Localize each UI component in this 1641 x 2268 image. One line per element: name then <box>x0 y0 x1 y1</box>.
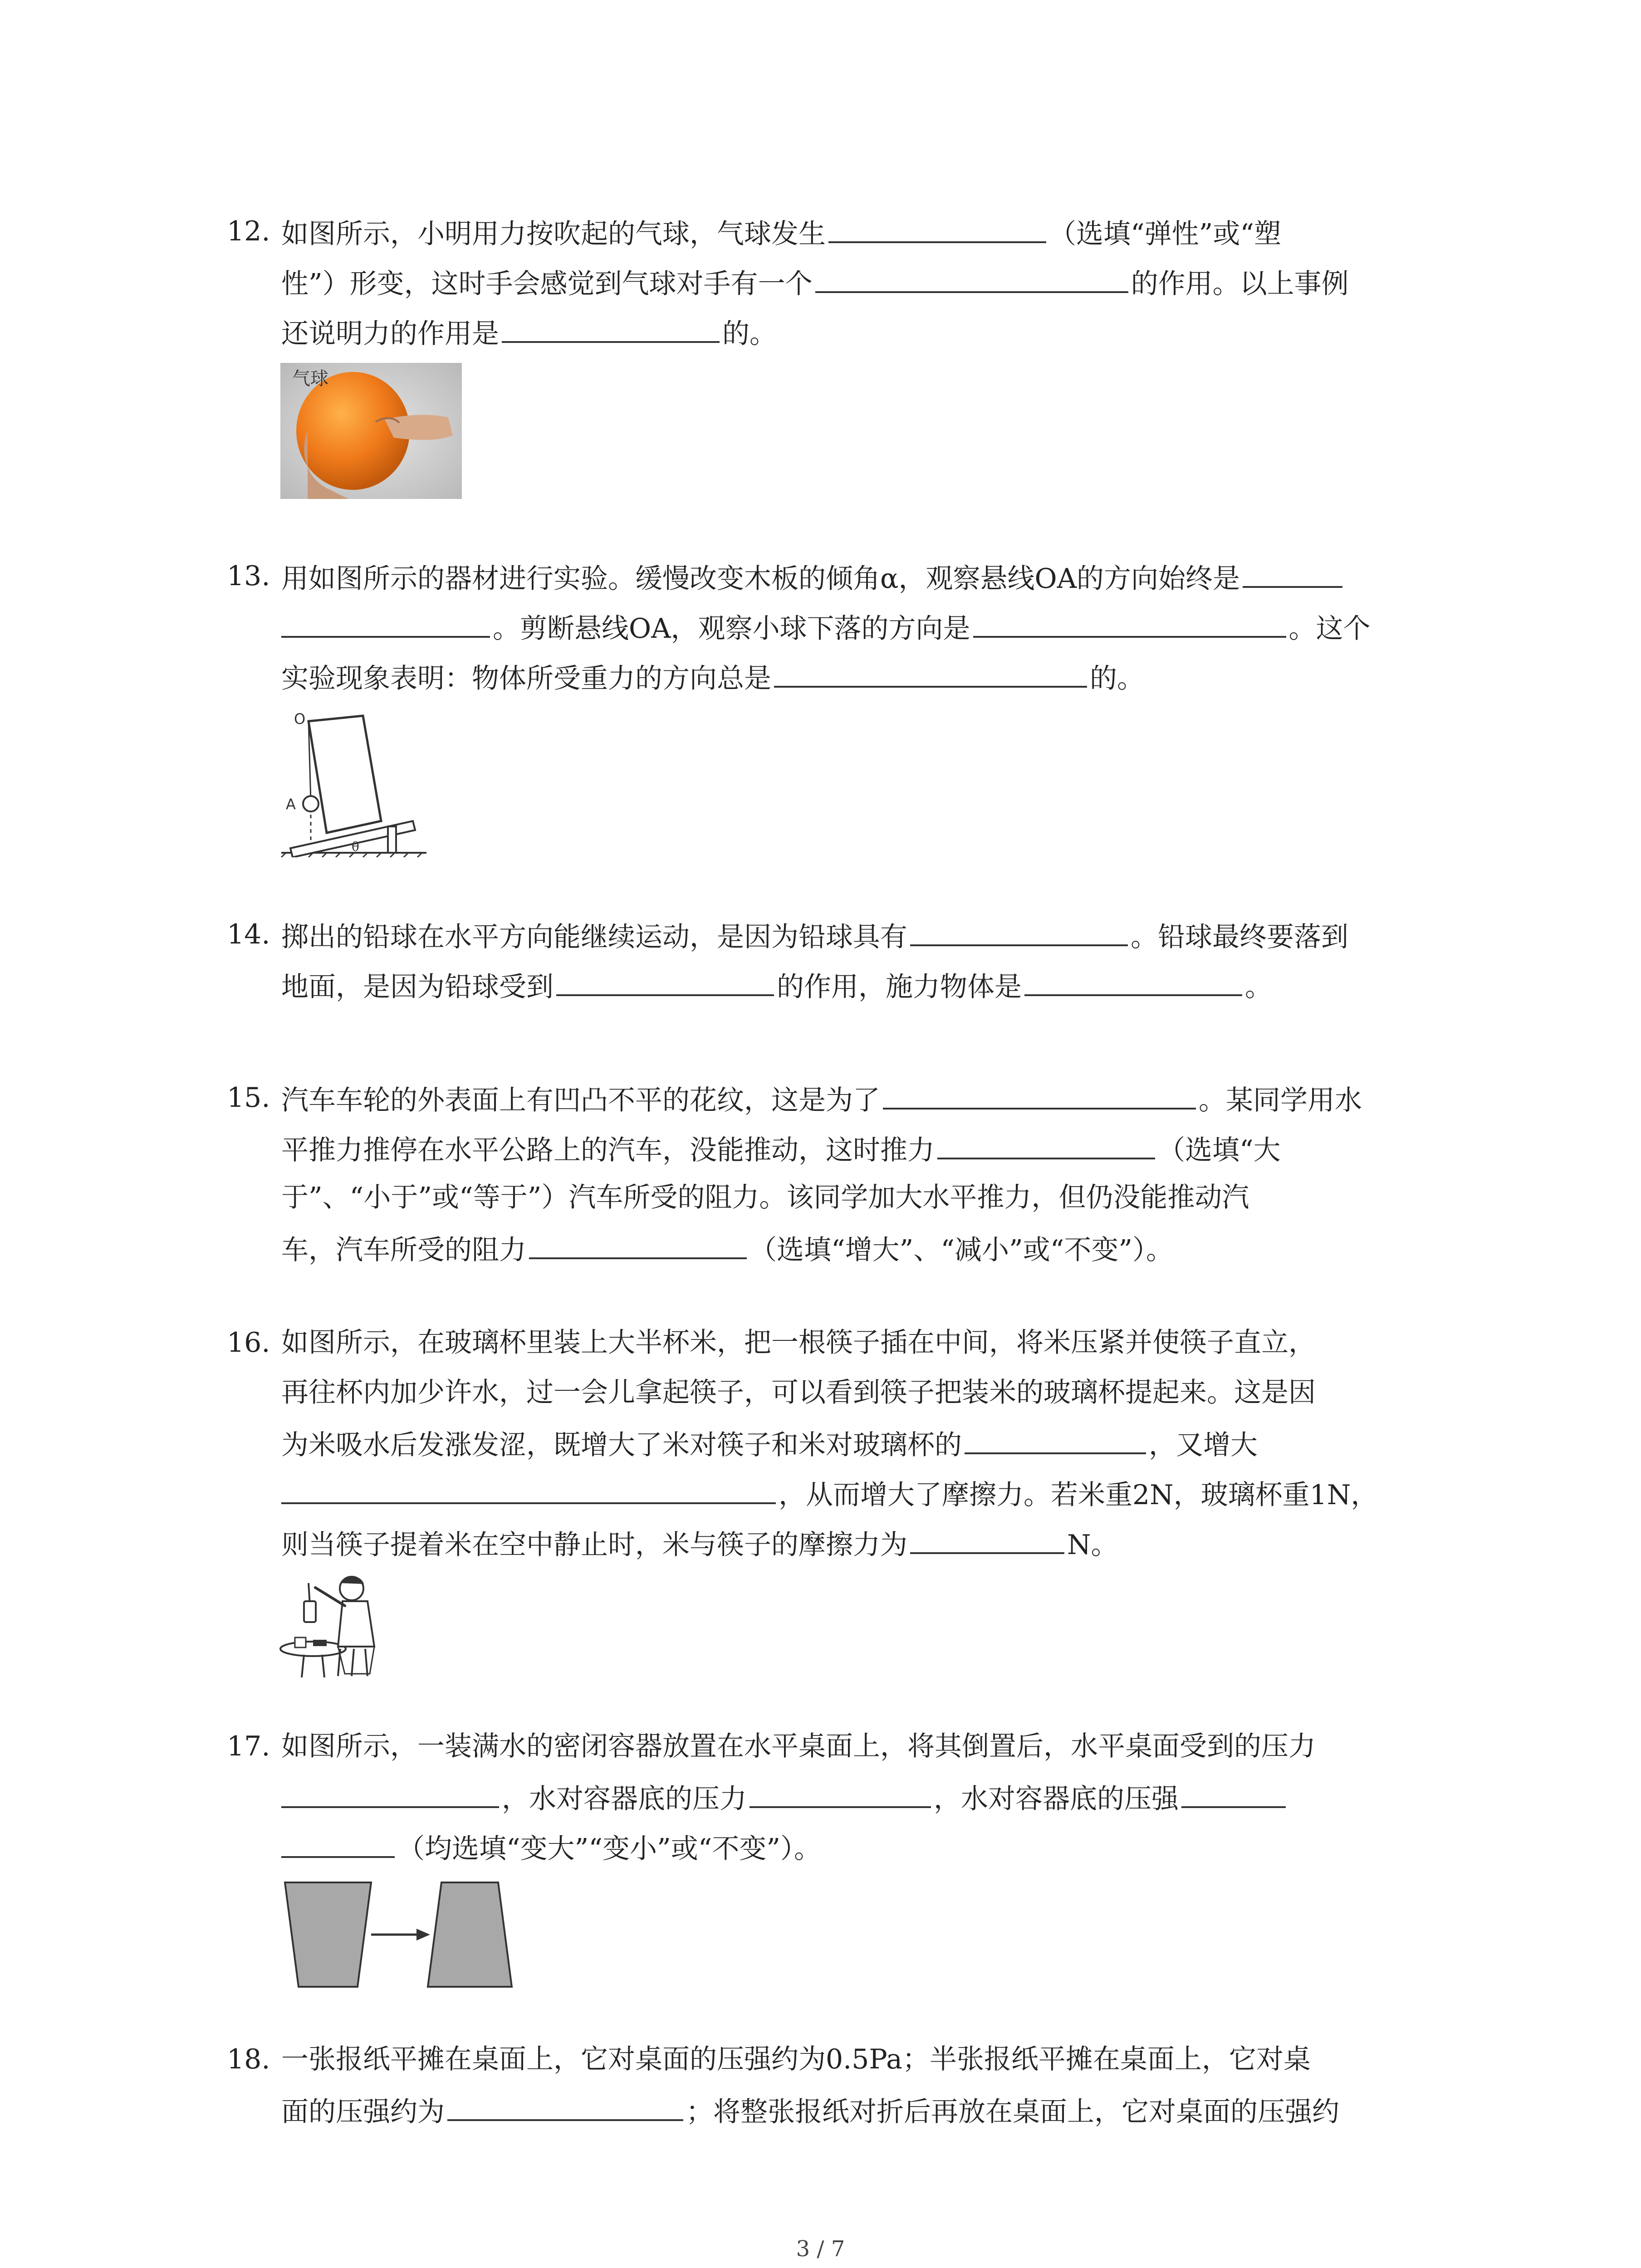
question-line: 用如图所示的器材进行实验。缓慢改变木板的倾角α，观察悬线OA的方向始终是 <box>281 558 1345 597</box>
question-line: 如图所示，在玻璃杯里装上大半杯米，把一根筷子插在中间，将米压紧并使筷子直立， <box>281 1327 1316 1359</box>
answer-blank[interactable] <box>828 213 1046 243</box>
page-indicator: 3 / 7 <box>796 2236 845 2262</box>
answer-blank[interactable] <box>502 313 720 343</box>
question-line: 如图所示，一装满水的密闭容器放置在水平桌面上，将其倒置后，水平桌面受到的压力 <box>281 1730 1316 1762</box>
answer-blank[interactable] <box>910 1524 1064 1554</box>
figure-label: 气球 <box>292 368 328 389</box>
question-number: 13. <box>227 560 270 592</box>
answer-blank[interactable] <box>749 1778 931 1808</box>
incline-apparatus-figure <box>277 708 431 857</box>
question-number: 18. <box>227 2043 270 2075</box>
question-line: 车，汽车所受的阻力 （选填“增大”、“减小”或“不变”）。 <box>281 1229 1173 1268</box>
question-line: （均选填“变大”“变小”或“不变”）。 <box>281 1828 821 1867</box>
answer-blank[interactable] <box>281 1474 776 1504</box>
question-line: 为米吸水后发涨发涩，既增大了米对筷子和米对玻璃杯的 ，又增大 <box>281 1424 1258 1463</box>
answer-blank[interactable] <box>281 608 490 638</box>
chopstick-rice-figure <box>277 1569 390 1678</box>
answer-blank[interactable] <box>883 1080 1196 1110</box>
point-a-label: A <box>286 796 296 813</box>
question-line: 掷出的铅球在水平方向能继续运动，是因为铅球具有 。铅球最终要落到 <box>281 916 1348 955</box>
question-line: 平推力推停在水平公路上的汽车，没能推动，这时推力 （选填“大 <box>281 1129 1281 1168</box>
answer-blank[interactable] <box>1243 558 1342 588</box>
answer-blank[interactable] <box>281 1828 395 1858</box>
answer-blank[interactable] <box>281 1778 499 1808</box>
question-line: 还说明力的作用是 的。 <box>281 313 777 352</box>
answer-blank[interactable] <box>556 966 774 996</box>
answer-blank[interactable] <box>447 2091 683 2121</box>
question-line: ，从而增大了摩擦力。若米重2N，玻璃杯重1N， <box>281 1474 1378 1513</box>
question-line: 如图所示，小明用力按吹起的气球，气球发生 （选填“弹性”或“塑 <box>281 213 1281 252</box>
answer-blank[interactable] <box>1181 1778 1286 1808</box>
answer-blank[interactable] <box>910 916 1128 946</box>
question-line: 一张报纸平摊在桌面上，它对桌面的压强约为0.5Pa；半张报纸平摊在桌面上，它对桌 <box>281 2043 1311 2075</box>
question-number: 16. <box>227 1327 270 1359</box>
point-o-label: O <box>294 710 306 728</box>
answer-blank[interactable] <box>815 263 1128 293</box>
answer-blank[interactable] <box>965 1424 1146 1454</box>
question-line: ，水对容器底的压力 ，水对容器底的压强 <box>281 1778 1288 1817</box>
question-line: 汽车车轮的外表面上有凹凸不平的花纹，这是为了 。某同学用水 <box>281 1080 1362 1119</box>
answer-blank[interactable] <box>973 608 1286 638</box>
question-line: 地面，是因为铅球受到 的作用，施力物体是 。 <box>281 966 1272 1005</box>
answer-blank[interactable] <box>1024 966 1242 996</box>
question-line: 实验现象表明：物体所受重力的方向总是 的。 <box>281 658 1144 697</box>
question-line: 面的压强约为 ；将整张报纸对折后再放在桌面上，它对桌面的压强约 <box>281 2091 1339 2130</box>
container-inversion-figure <box>280 1878 516 1991</box>
question-number: 14. <box>227 919 270 950</box>
question-line: 再往杯内加少许水，过一会儿拿起筷子，可以看到筷子把装米的玻璃杯提起来。这是因 <box>281 1377 1316 1408</box>
angle-label: θ <box>352 839 359 854</box>
question-line: 于”、“小于”或“等于”）汽车所受的阻力。该同学加大水平推力，但仍没能推动汽 <box>281 1182 1249 1213</box>
question-number: 15. <box>227 1082 270 1114</box>
question-number: 17. <box>227 1730 270 1762</box>
question-line: 性”）形变，这时手会感觉到气球对手有一个 的作用。以上事例 <box>281 263 1349 302</box>
question-line: 。剪断悬线OA，观察小球下落的方向是 。这个 <box>281 608 1371 647</box>
balloon-photo <box>280 363 462 499</box>
answer-blank[interactable] <box>937 1129 1155 1159</box>
question-line: 则当筷子提着米在空中静止时，米与筷子的摩擦力为 N。 <box>281 1524 1118 1563</box>
answer-blank[interactable] <box>774 658 1087 688</box>
answer-blank[interactable] <box>529 1229 747 1259</box>
question-number: 12. <box>227 215 270 247</box>
